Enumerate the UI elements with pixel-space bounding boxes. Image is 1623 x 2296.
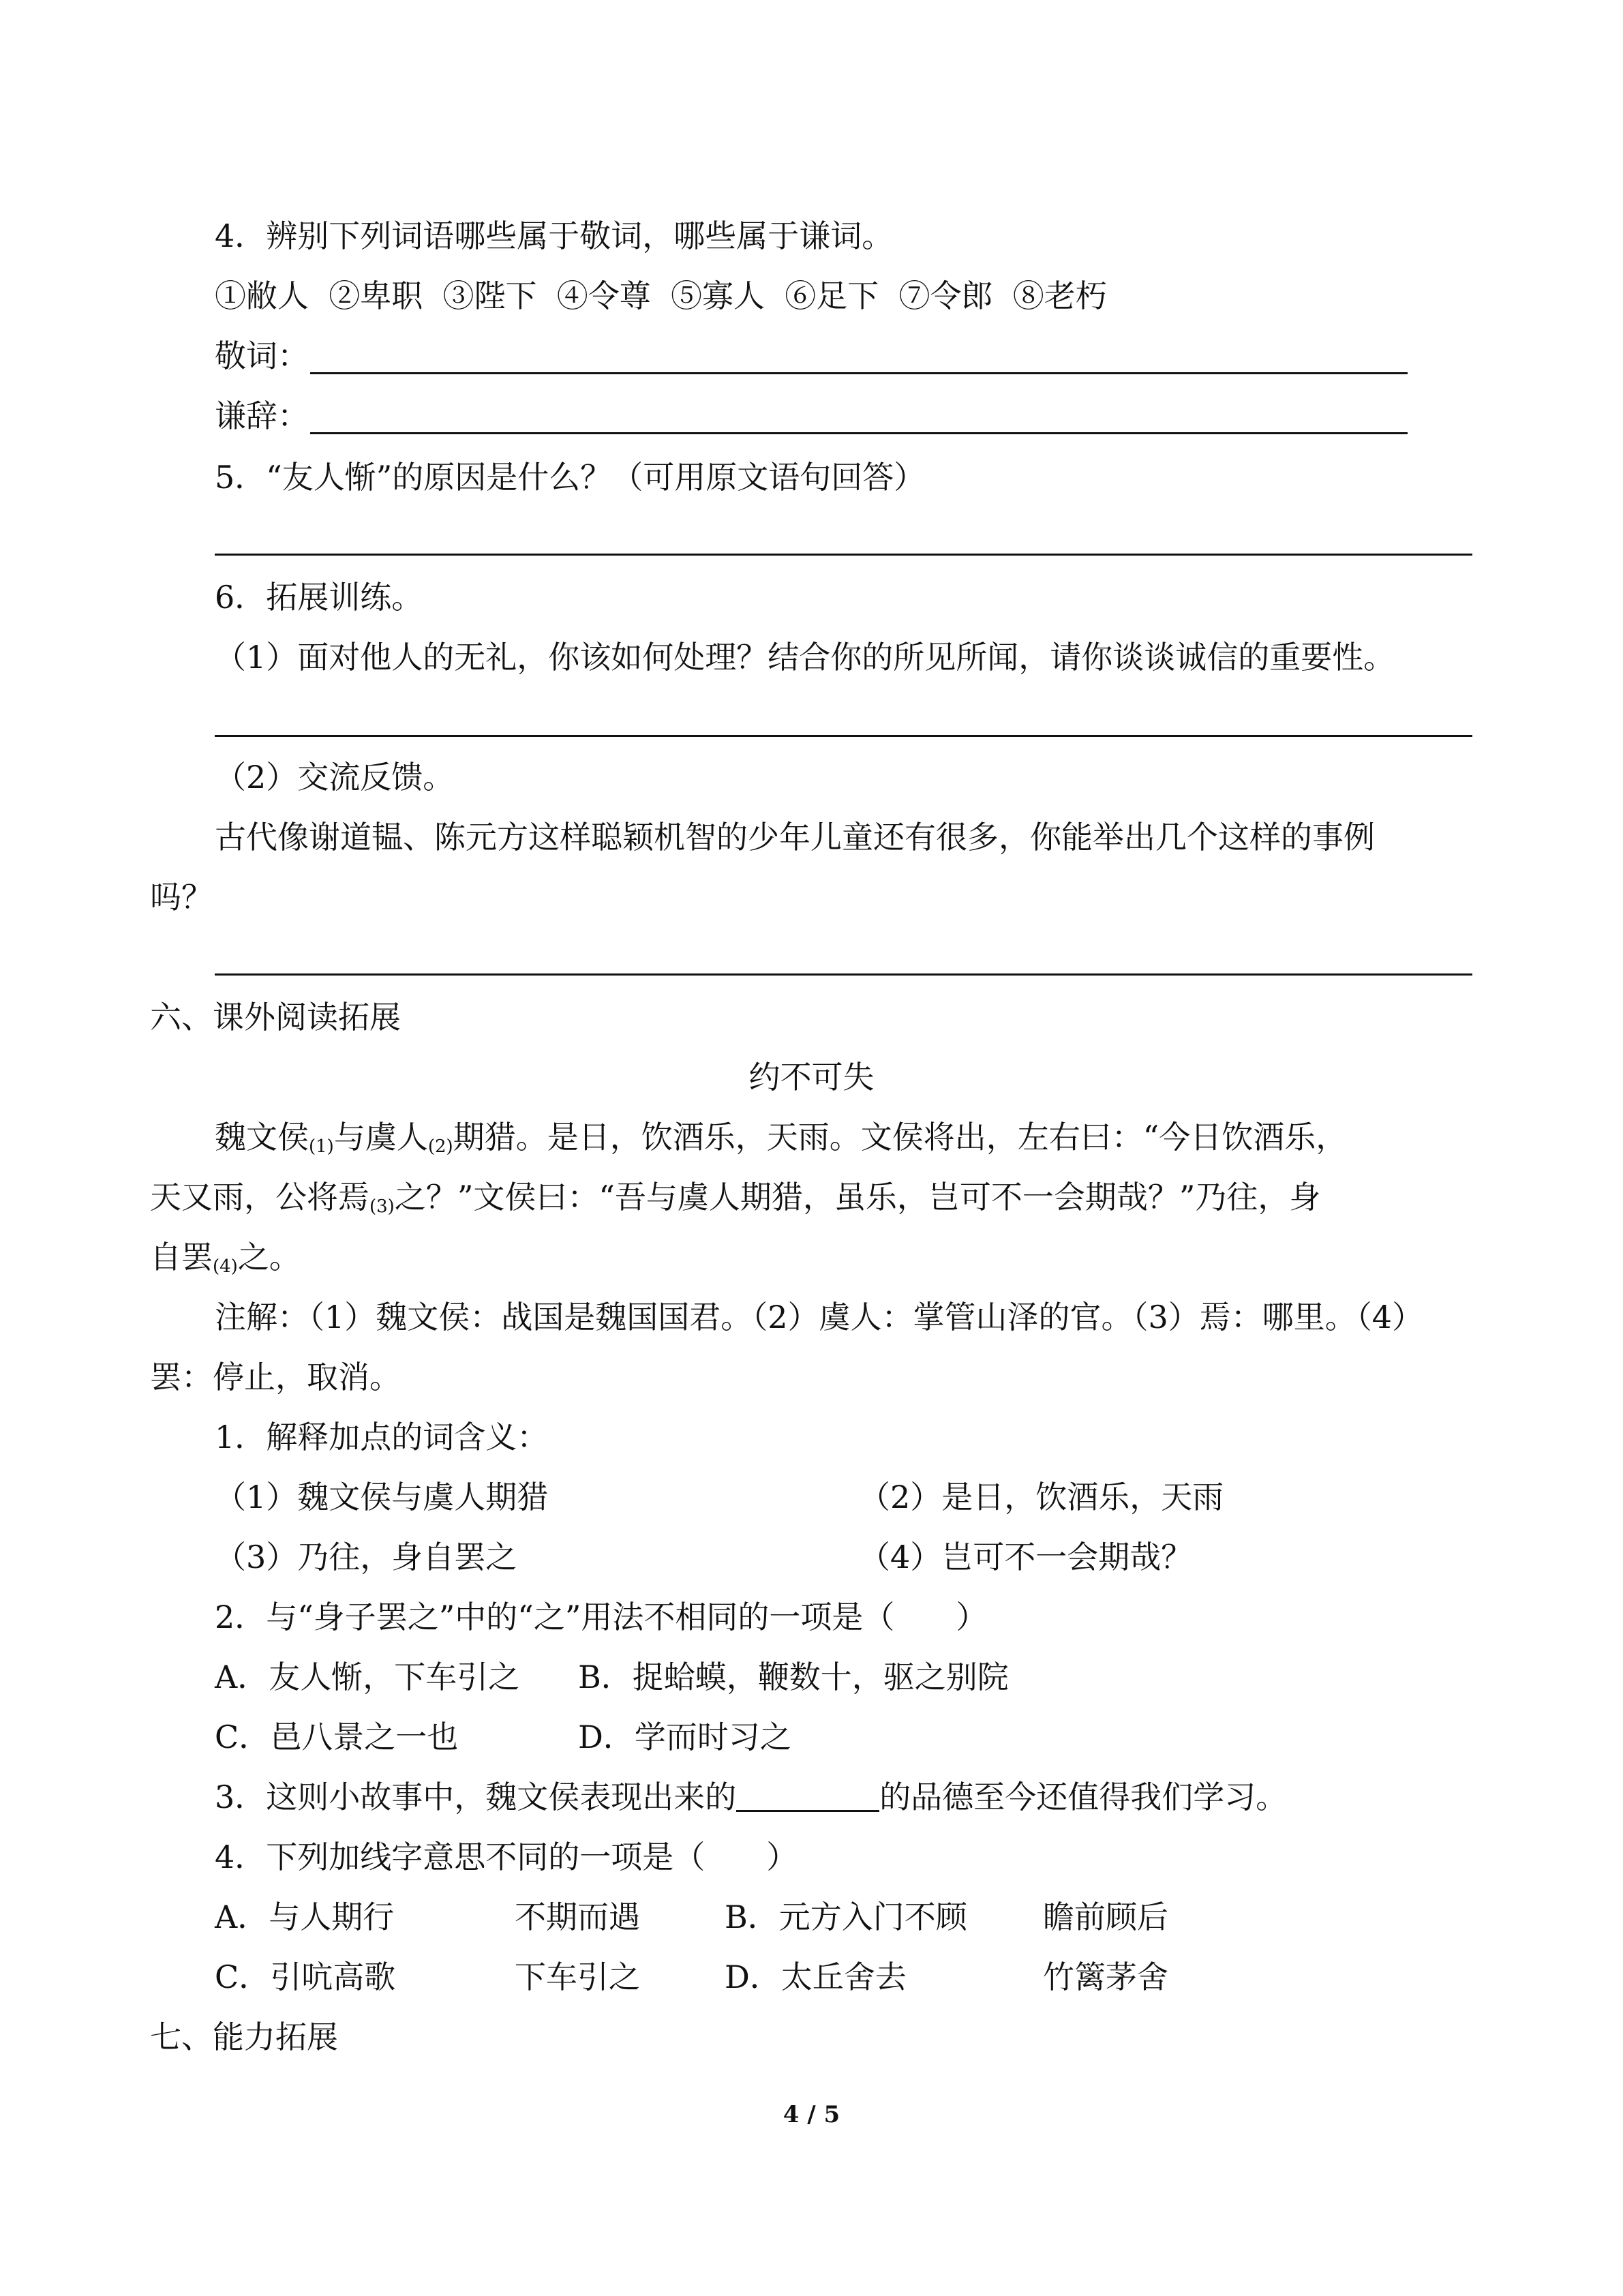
q6-sub1-answer-line[interactable]	[215, 735, 1472, 737]
section7-heading: 七、能力拓展	[150, 2019, 338, 2055]
s6-q1-item-d: （4）岂可不一会期哉？	[859, 1539, 1193, 1575]
s6-q4-option-a2: 不期而遇	[515, 1899, 640, 1935]
q4-respect-label: 敬词：	[215, 337, 309, 374]
s6-q3-answer-blank[interactable]	[736, 1783, 879, 1812]
passage-line3	[150, 1238, 301, 1286]
passage-line1	[215, 1118, 1347, 1166]
footnote-marker: (4)	[213, 1256, 238, 1277]
s6-q4-option-c1: C．引吭高歌	[215, 1959, 396, 1995]
passage-text: 之。	[237, 1239, 301, 1275]
notes-line2: 罢：停止，取消。	[150, 1359, 401, 1395]
passage-text: 期猎。是日，饮酒乐，天雨。文侯将出，左右曰：“今日饮酒乐，	[453, 1119, 1348, 1155]
s6-q4-text	[215, 1838, 798, 1876]
s6-q2-close-paren: ）	[956, 1599, 988, 1635]
q4-respect-answer-line[interactable]	[310, 372, 1408, 374]
s6-q1-text: 1．解释加点的词含义：	[215, 1419, 549, 1455]
q5-answer-line[interactable]	[215, 554, 1472, 556]
s6-q3-question-end: 的品德至今还值得我们学习。	[879, 1779, 1288, 1815]
s6-q2-question: 2．与“身子罢之”中的“之”用法不相同的一项是（	[215, 1599, 895, 1635]
passage-text: 自罢	[150, 1239, 213, 1275]
q6-sub2: （2）交流反馈。	[215, 759, 455, 796]
s6-q2-option-d: D．学而时习之	[578, 1719, 791, 1755]
q5-text: 5．“友人惭”的原因是什么？（可用原文语句回答）	[215, 459, 926, 496]
notes-line1: 注解：（1）魏文侯：战国是魏国国君。（2）虞人：掌管山泽的官。（3）焉：哪里。（4）	[215, 1299, 1424, 1335]
passage-text: 天又雨，公将焉	[150, 1179, 369, 1215]
footnote-marker: (2)	[427, 1136, 453, 1157]
q4-options: ①敝人 ②卑职 ③陛下 ④令尊 ⑤寡人 ⑥足下 ⑦令郎 ⑧老朽	[215, 277, 1107, 314]
s6-q4-option-d1: D．太丘舍去	[725, 1959, 907, 1995]
s6-q2-text	[215, 1598, 987, 1636]
passage-text: 魏文侯	[215, 1119, 309, 1155]
s6-q1-item-b: （2）是日，饮酒乐，天雨	[859, 1479, 1224, 1515]
page-number: 4 / 5	[783, 2101, 840, 2128]
footnote-marker: (1)	[309, 1136, 334, 1157]
s6-q2-option-b: B．捉蛤蟆，鞭数十，驱之别院	[578, 1659, 1009, 1695]
s6-q2-option-c: C．邑八景之一也	[215, 1719, 459, 1755]
q6-sub1: （1）面对他人的无礼，你该如何处理？结合你的所见所闻，请你谈谈诚信的重要性。	[215, 639, 1395, 676]
q6-para-line1: 古代像谢道韫、陈元方这样聪颖机智的少年儿童还有很多，你能举出几个这样的事例	[215, 819, 1375, 856]
q4-text: 4．辨别下列词语哪些属于敬词，哪些属于谦词。	[215, 217, 894, 254]
s6-q4-option-d2: 竹篱茅舍	[1043, 1959, 1168, 1995]
s6-q4-question: 4．下列加线字意思不同的一项是（	[215, 1839, 706, 1875]
s6-q1-item-c: （3）乃往，身自罢之	[215, 1539, 517, 1575]
passage-text: 之？”文侯曰：“吾与虞人期猎，虽乐，岂可不一会期哉？”乃往，身	[394, 1179, 1321, 1215]
q6-para-line2: 吗？	[150, 879, 213, 916]
footnote-marker: (3)	[369, 1196, 395, 1217]
s6-q4-option-b1: B．元方入门不顾	[725, 1899, 967, 1935]
passage-text: 与虞人	[333, 1119, 428, 1155]
s6-q4-option-a1: A．与人期行	[215, 1899, 395, 1935]
s6-q3-text	[215, 1778, 1287, 1816]
s6-q4-option-c2: 下车引之	[515, 1959, 640, 1995]
q4-humble-answer-line[interactable]	[310, 432, 1408, 434]
s6-q3-question-start: 3．这则小故事中，魏文侯表现出来的	[215, 1779, 737, 1815]
s6-q1-item-a: （1）魏文侯与虞人期猎	[215, 1479, 549, 1515]
s6-q2-option-a: A．友人惭，下车引之	[215, 1659, 520, 1695]
passage-title: 约不可失	[748, 1059, 875, 1096]
s6-q4-option-b2: 瞻前顾后	[1043, 1899, 1168, 1935]
q6-text: 6．拓展训练。	[215, 579, 423, 616]
section6-heading: 六、课外阅读拓展	[150, 999, 401, 1036]
passage-line2	[150, 1178, 1320, 1226]
s6-q4-close-paren: ）	[766, 1839, 798, 1875]
q6-sub2-answer-line[interactable]	[215, 973, 1472, 976]
q4-humble-label: 谦辞：	[215, 397, 309, 434]
